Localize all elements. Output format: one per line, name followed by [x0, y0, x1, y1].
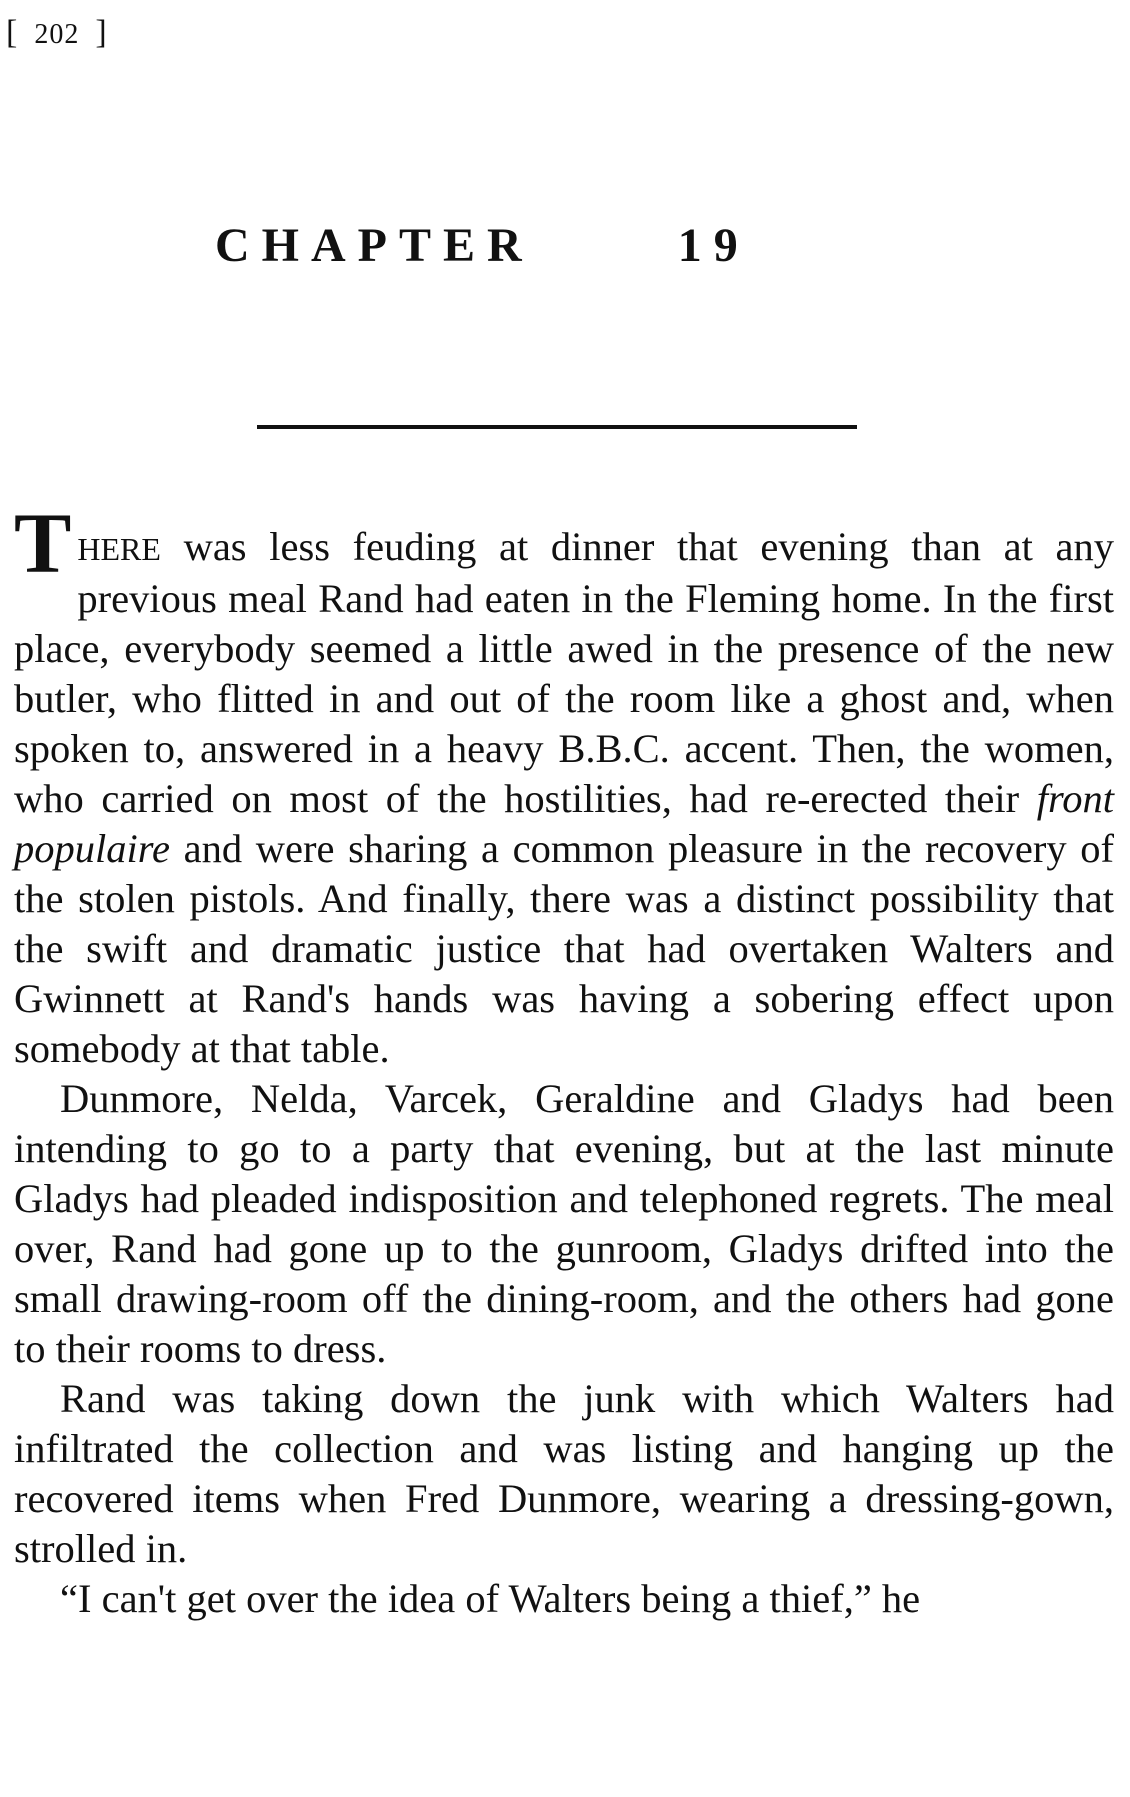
chapter-body: [14, 495, 1114, 1624]
chapter-word: CHAPTER: [215, 219, 534, 272]
chapter-divider: [257, 425, 857, 429]
paragraph-4: “I can't get over the idea of Walters being a thief,” he: [60, 1576, 921, 1621]
paragraph-1-text-a: was less feuding at dinner that evening than at any previous meal Rand had eaten in the Fleming home. In the first place, everybody seemed a little awed in the presence of the new butler, who flitted in and out of the room like a ghost and, when spoken to, answered in a heavy B.B.C. accent. Then, the women, who carried on most of the hostilities, had re-erected their: [14, 524, 1114, 821]
paragraph-3: Rand was taking down the junk with which Walters had infiltrated the collection and was listing and hanging up the recovered items when Fred Dunmore, wearing a dressing-gown, strolled in.: [14, 1376, 1114, 1571]
paragraph-2: Dunmore, Nelda, Varcek, Geraldine and Gladys had been intending to go to a party that evening, but at the last minute Gladys had pleaded indisposition and telephoned regrets. The meal over, Rand had gone up to the gunroom, Gladys drifted into the small drawing-room off the dining-room, and the others had gone to their rooms to dress.: [14, 1076, 1114, 1371]
drop-cap: T: [14, 495, 72, 591]
paragraph-1-text-b: and were sharing a common pleasure in the recovery of the stolen pistols. And finally, there was a distinct possibility that the swift and dramatic justice that had overtaken Walters and Gwinnett at Rand's hands was having a sobering effect upon somebody at that table.: [14, 826, 1114, 1071]
paragraph-1-italic: front populaire: [14, 776, 1114, 871]
page-number: [6, 14, 108, 52]
page-number-close-bracket: ]: [95, 14, 108, 51]
chapter-heading: [215, 218, 915, 273]
page-number-open-bracket: [: [6, 14, 19, 51]
opening-smallcaps: HERE: [77, 531, 161, 567]
paragraph-1: [14, 495, 1114, 1074]
chapter-number: 19: [677, 219, 750, 272]
page-number-value: 202: [34, 19, 80, 50]
